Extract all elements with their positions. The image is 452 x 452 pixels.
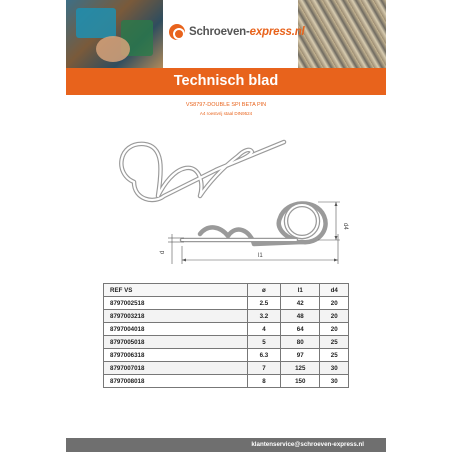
toolbox-shape (76, 8, 116, 38)
table-row (104, 323, 349, 336)
col-ref: REF VS (104, 284, 248, 297)
cell-l1: 64 (281, 323, 320, 336)
table-header-row (104, 284, 349, 297)
cell-ref: 8797008018 (104, 375, 248, 388)
cell-l1: 97 (281, 349, 320, 362)
cell-d4: 20 (320, 310, 349, 323)
technical-drawing (104, 134, 374, 274)
cell-d4: 20 (320, 323, 349, 336)
table-row (104, 297, 349, 310)
brand-name-main: Schroeven- (189, 26, 250, 38)
cell-diameter: 2.5 (247, 297, 280, 310)
table-row (104, 375, 349, 388)
cell-d4: 25 (320, 336, 349, 349)
brand-name-accent: express.nl (249, 26, 305, 38)
table-row (104, 336, 349, 349)
col-d4: d4 (320, 284, 349, 297)
datasheet-page (66, 0, 386, 452)
customer-service-email[interactable]: klantenservice@schroeven-express.nl (251, 441, 364, 448)
table-row (104, 362, 349, 375)
cell-d4: 25 (320, 349, 349, 362)
pin-top-leg-inner (216, 142, 284, 170)
d-label: d (160, 250, 166, 254)
cell-diameter: 4 (247, 323, 280, 336)
cell-l1: 80 (281, 336, 320, 349)
page-title: Technisch blad (66, 68, 386, 95)
cell-l1: 42 (281, 297, 320, 310)
cell-ref: 8797003218 (104, 310, 248, 323)
brand-name (189, 26, 305, 38)
brand-logo[interactable] (169, 24, 305, 40)
cell-d4: 20 (320, 297, 349, 310)
cell-d4: 30 (320, 375, 349, 388)
table-row (104, 349, 349, 362)
cell-diameter: 3.2 (247, 310, 280, 323)
pin-side-loop-inner (286, 205, 318, 237)
d4-label: d4 (342, 223, 348, 230)
cell-diameter: 8 (247, 375, 280, 388)
cell-ref: 8797006318 (104, 349, 248, 362)
cell-l1: 125 (281, 362, 320, 375)
header-banner (66, 0, 386, 68)
table-row (104, 310, 349, 323)
col-diameter: ø (247, 284, 280, 297)
spec-table (103, 283, 349, 388)
cell-ref: 8797005018 (104, 336, 248, 349)
cell-diameter: 6.3 (247, 349, 280, 362)
cell-ref: 8797004018 (104, 323, 248, 336)
l1-arrow-right (334, 259, 338, 262)
footer-bar (66, 438, 386, 452)
cell-diameter: 5 (247, 336, 280, 349)
cell-l1: 150 (281, 375, 320, 388)
cell-l1: 48 (281, 310, 320, 323)
pin-side-view (182, 203, 326, 244)
product-material: A4 roestvrij staal DIN9524 (199, 111, 253, 116)
l1-label: l1 (258, 253, 263, 259)
tools-photo (66, 0, 163, 68)
pin-top-outline (121, 144, 252, 200)
pin-top-inner (121, 144, 252, 200)
cell-ref: 8797007018 (104, 362, 248, 375)
d4-arrow-top (335, 202, 338, 206)
cell-d4: 30 (320, 362, 349, 375)
d4-arrow-bottom (335, 236, 338, 240)
screw-head-icon (169, 24, 185, 40)
cell-diameter: 7 (247, 362, 280, 375)
l1-arrow-left (182, 259, 186, 262)
cell-ref: 8797002518 (104, 297, 248, 310)
hand-shape (96, 36, 130, 62)
product-code: VS8797-DOUBLE SPI BETA PIN (185, 102, 267, 108)
screws-photo (298, 0, 386, 68)
col-l1: l1 (281, 284, 320, 297)
